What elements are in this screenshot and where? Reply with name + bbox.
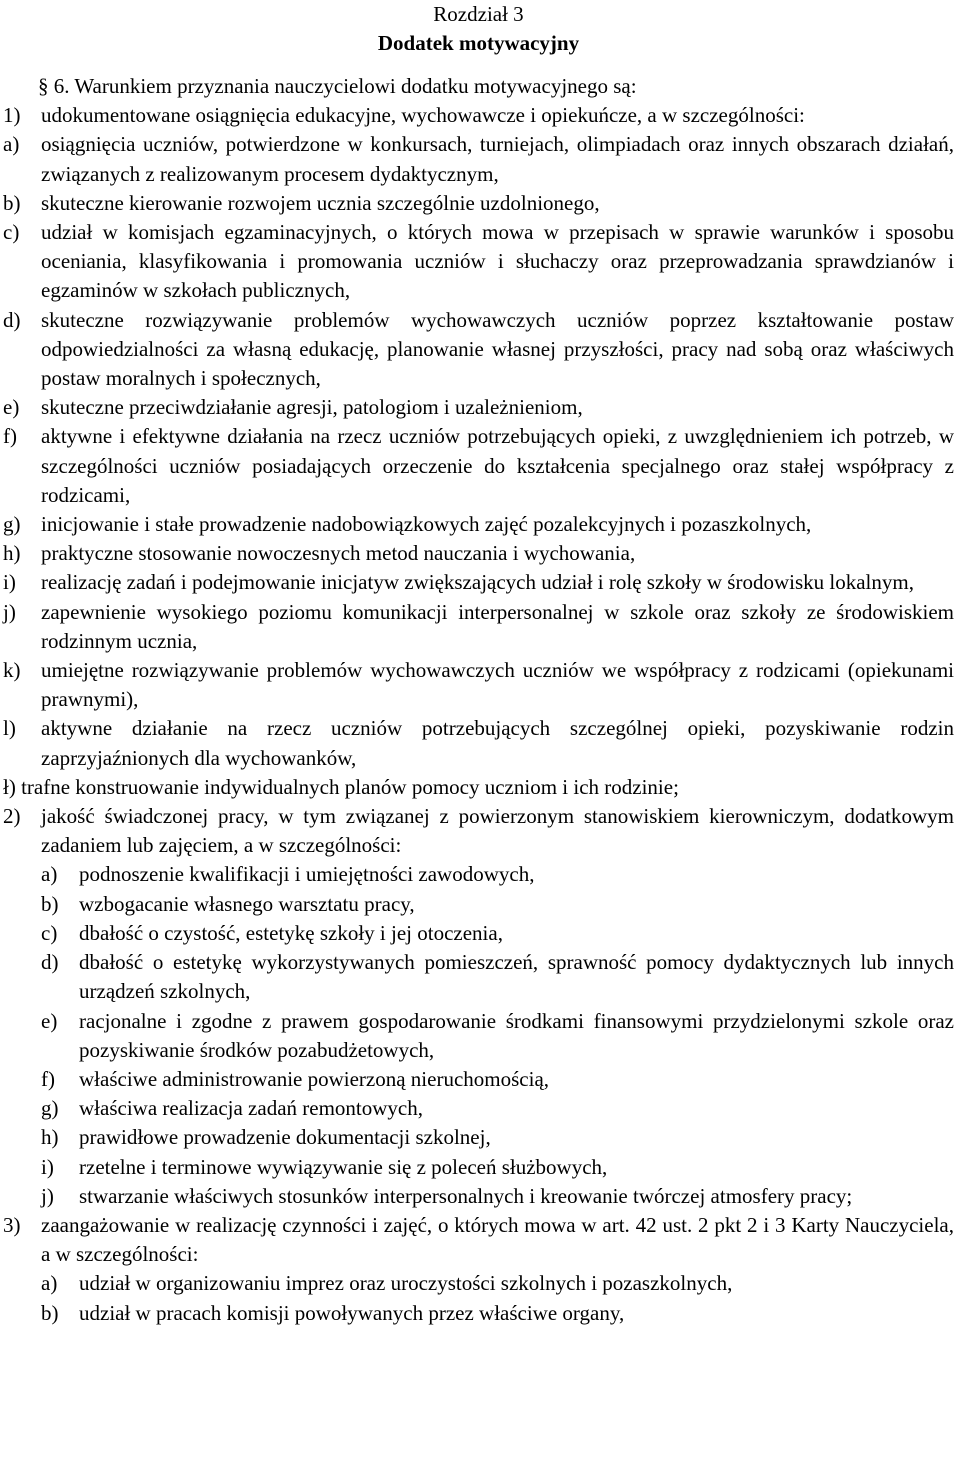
- list-item: [41, 1065, 954, 1094]
- item-text: właściwa realizacja zadań remontowych,: [79, 1096, 423, 1121]
- item-text: skuteczne kierowanie rozwojem ucznia szczególnie uzdolnionego,: [41, 190, 600, 215]
- item-letter: l): [3, 716, 16, 741]
- list-item: [3, 510, 954, 539]
- list-item: [3, 656, 954, 714]
- item-letter: j): [41, 1183, 54, 1208]
- item-text: zapewnienie wysokiego poziomu komunikacji interpersonalnej w szkole oraz szkoły ze środowiskiem rodzinnym ucznia,: [41, 599, 954, 653]
- point-1-items: [3, 130, 954, 802]
- item-letter: ł): [3, 774, 16, 799]
- item-text: dbałość o czystość, estetykę szkoły i jej otoczenia,: [79, 920, 503, 945]
- list-item: [3, 714, 954, 772]
- list-item: [41, 1007, 954, 1065]
- item-text: umiejętne rozwiązywanie problemów wychowawczych uczniów we współpracy z rodzicami (opiekunami prawnymi),: [41, 658, 954, 712]
- item-text: dbałość o estetykę wykorzystywanych pomieszczeń, sprawność pomocy dydaktycznych lub innych urządzeń szkolnych,: [79, 950, 954, 1004]
- item-text: aktywne działanie na rzecz uczniów potrzebujących szczególnej opieki, pozyskiwanie rodzin zaprzyjaźnionych dla wychowanków,: [41, 716, 954, 770]
- point-3-items: [3, 1269, 954, 1327]
- point-number: 3): [3, 1212, 21, 1237]
- list-item: [3, 306, 954, 394]
- list-item: [3, 218, 954, 306]
- list-item: [41, 948, 954, 1006]
- point-text: jakość świadczonej pracy, w tym związanej z powierzonym stanowiskiem kierowniczym, dodatkowym zadaniem lub zajęciem, a w szczególności:: [41, 804, 954, 858]
- item-letter: h): [3, 541, 21, 566]
- list-item: [41, 1182, 954, 1211]
- item-letter: g): [3, 512, 21, 537]
- list-item: [41, 860, 954, 889]
- item-letter: i): [3, 570, 16, 595]
- item-letter: d): [41, 950, 59, 975]
- item-letter: a): [41, 862, 58, 887]
- item-text: skuteczne rozwiązywanie problemów wychowawczych uczniów poprzez kształtowanie postaw odpowiedzialności za własną edukację, planowanie własnej przyszłości, pracy nad sobą oraz właściwych postaw moralnych i społecznych,: [41, 307, 954, 391]
- point-2-items: [3, 860, 954, 1210]
- point-text: zaangażowanie w realizację czynności i zajęć, o których mowa w art. 42 ust. 2 pkt 2 i 3 Karty Nauczyciela, a w szczególności:: [41, 1212, 954, 1267]
- point-number: 1): [3, 103, 21, 128]
- item-text: trafne konstruowanie indywidualnych planów pomocy uczniom i ich rodzinie;: [21, 774, 679, 799]
- item-letter: j): [3, 599, 16, 624]
- item-text: realizację zadań i podejmowanie inicjatyw zwiększających udział i rolę szkoły w środowisku lokalnym,: [41, 570, 914, 595]
- item-letter: h): [41, 1125, 59, 1150]
- item-text: wzbogacanie własnego warsztatu pracy,: [79, 891, 415, 916]
- item-text: inicjowanie i stałe prowadzenie nadobowiązkowych zajęć pozalekcyjnych i pozaszkolnych,: [41, 512, 812, 537]
- item-letter: d): [3, 307, 21, 332]
- item-text: rzetelne i terminowe wywiązywanie się z poleceń służbowych,: [79, 1154, 608, 1179]
- list-item: [41, 1153, 954, 1182]
- item-text: podnoszenie kwalifikacji i umiejętności zawodowych,: [79, 862, 535, 887]
- list-item: [41, 1299, 954, 1328]
- item-text: właściwe administrowanie powierzoną nieruchomością,: [79, 1066, 550, 1091]
- item-letter: f): [41, 1066, 55, 1091]
- item-text: prawidłowe prowadzenie dokumentacji szkolnej,: [79, 1125, 491, 1150]
- chapter-title: Dodatek motywacyjny: [377, 31, 580, 55]
- item-text: udział w komisjach egzaminacyjnych, o których mowa w przepisach w sprawie warunków i sposobu oceniania, klasyfikowania i promowania uczniów i słuchaczy oraz przeprowadzania sprawdzianów i egzaminów w szkołach publicznych,: [41, 220, 954, 303]
- item-letter: c): [3, 220, 20, 245]
- point-3: [3, 1211, 954, 1269]
- point-number: 2): [3, 804, 21, 829]
- item-text: osiągnięcia uczniów, potwierdzone w konkursach, turniejach, olimpiadach oraz innych obszarach działań, związanych z realizowanym procesem dydaktycznym,: [41, 132, 954, 186]
- item-letter: a): [3, 132, 20, 157]
- item-letter: k): [3, 658, 21, 683]
- list-item: [3, 393, 954, 422]
- list-item: [41, 890, 954, 919]
- item-letter: b): [3, 190, 21, 215]
- list-item: [3, 568, 954, 597]
- list-item: [41, 1094, 954, 1123]
- list-item: [3, 773, 954, 802]
- list-item: [3, 422, 954, 510]
- list-item: [41, 1123, 954, 1152]
- item-letter: a): [41, 1271, 58, 1296]
- item-text: aktywne i efektywne działania na rzecz uczniów potrzebujących opieki, z uwzględnieniem ich potrzeb, w szczególności uczniów posiadających orzeczenie do kształcenia specjalnego oraz stałej współpracy z rodzicami,: [41, 424, 954, 507]
- item-letter: i): [41, 1154, 54, 1179]
- item-letter: c): [41, 920, 58, 945]
- item-letter: g): [41, 1096, 59, 1121]
- list-item: [3, 598, 954, 656]
- list-item: [3, 130, 954, 188]
- item-letter: e): [41, 1008, 58, 1033]
- chapter-label: Rozdział 3: [433, 2, 524, 26]
- section-intro: § 6. Warunkiem przyznania nauczycielowi dodatku motywacyjnego są:: [38, 74, 637, 98]
- list-item: [3, 539, 954, 568]
- item-text: racjonalne i zgodne z prawem gospodarowanie środkami finansowymi przydzielonymi szkole oraz pozyskiwanie środków pozabudżetowych,: [79, 1008, 954, 1062]
- list-item: [41, 919, 954, 948]
- list-item: [41, 1269, 954, 1298]
- item-letter: b): [41, 1300, 59, 1325]
- point-2: [3, 802, 954, 860]
- point-1: [3, 101, 954, 130]
- item-text: stwarzanie właściwych stosunków interpersonalnych i kreowanie twórczej atmosfery pracy;: [79, 1183, 853, 1208]
- item-letter: b): [41, 891, 59, 916]
- point-text: udokumentowane osiągnięcia edukacyjne, wychowawcze i opiekuńcze, a w szczególności:: [41, 103, 805, 128]
- item-text: udział w pracach komisji powoływanych przez właściwe organy,: [79, 1300, 625, 1325]
- list-item: [3, 189, 954, 218]
- item-letter: e): [3, 395, 20, 420]
- item-text: skuteczne przeciwdziałanie agresji, patologiom i uzależnieniom,: [41, 395, 583, 420]
- item-text: praktyczne stosowanie nowoczesnych metod nauczania i wychowania,: [41, 541, 636, 566]
- item-text: udział w organizowaniu imprez oraz uroczystości szkolnych i pozaszkolnych,: [79, 1271, 733, 1296]
- item-letter: f): [3, 424, 17, 449]
